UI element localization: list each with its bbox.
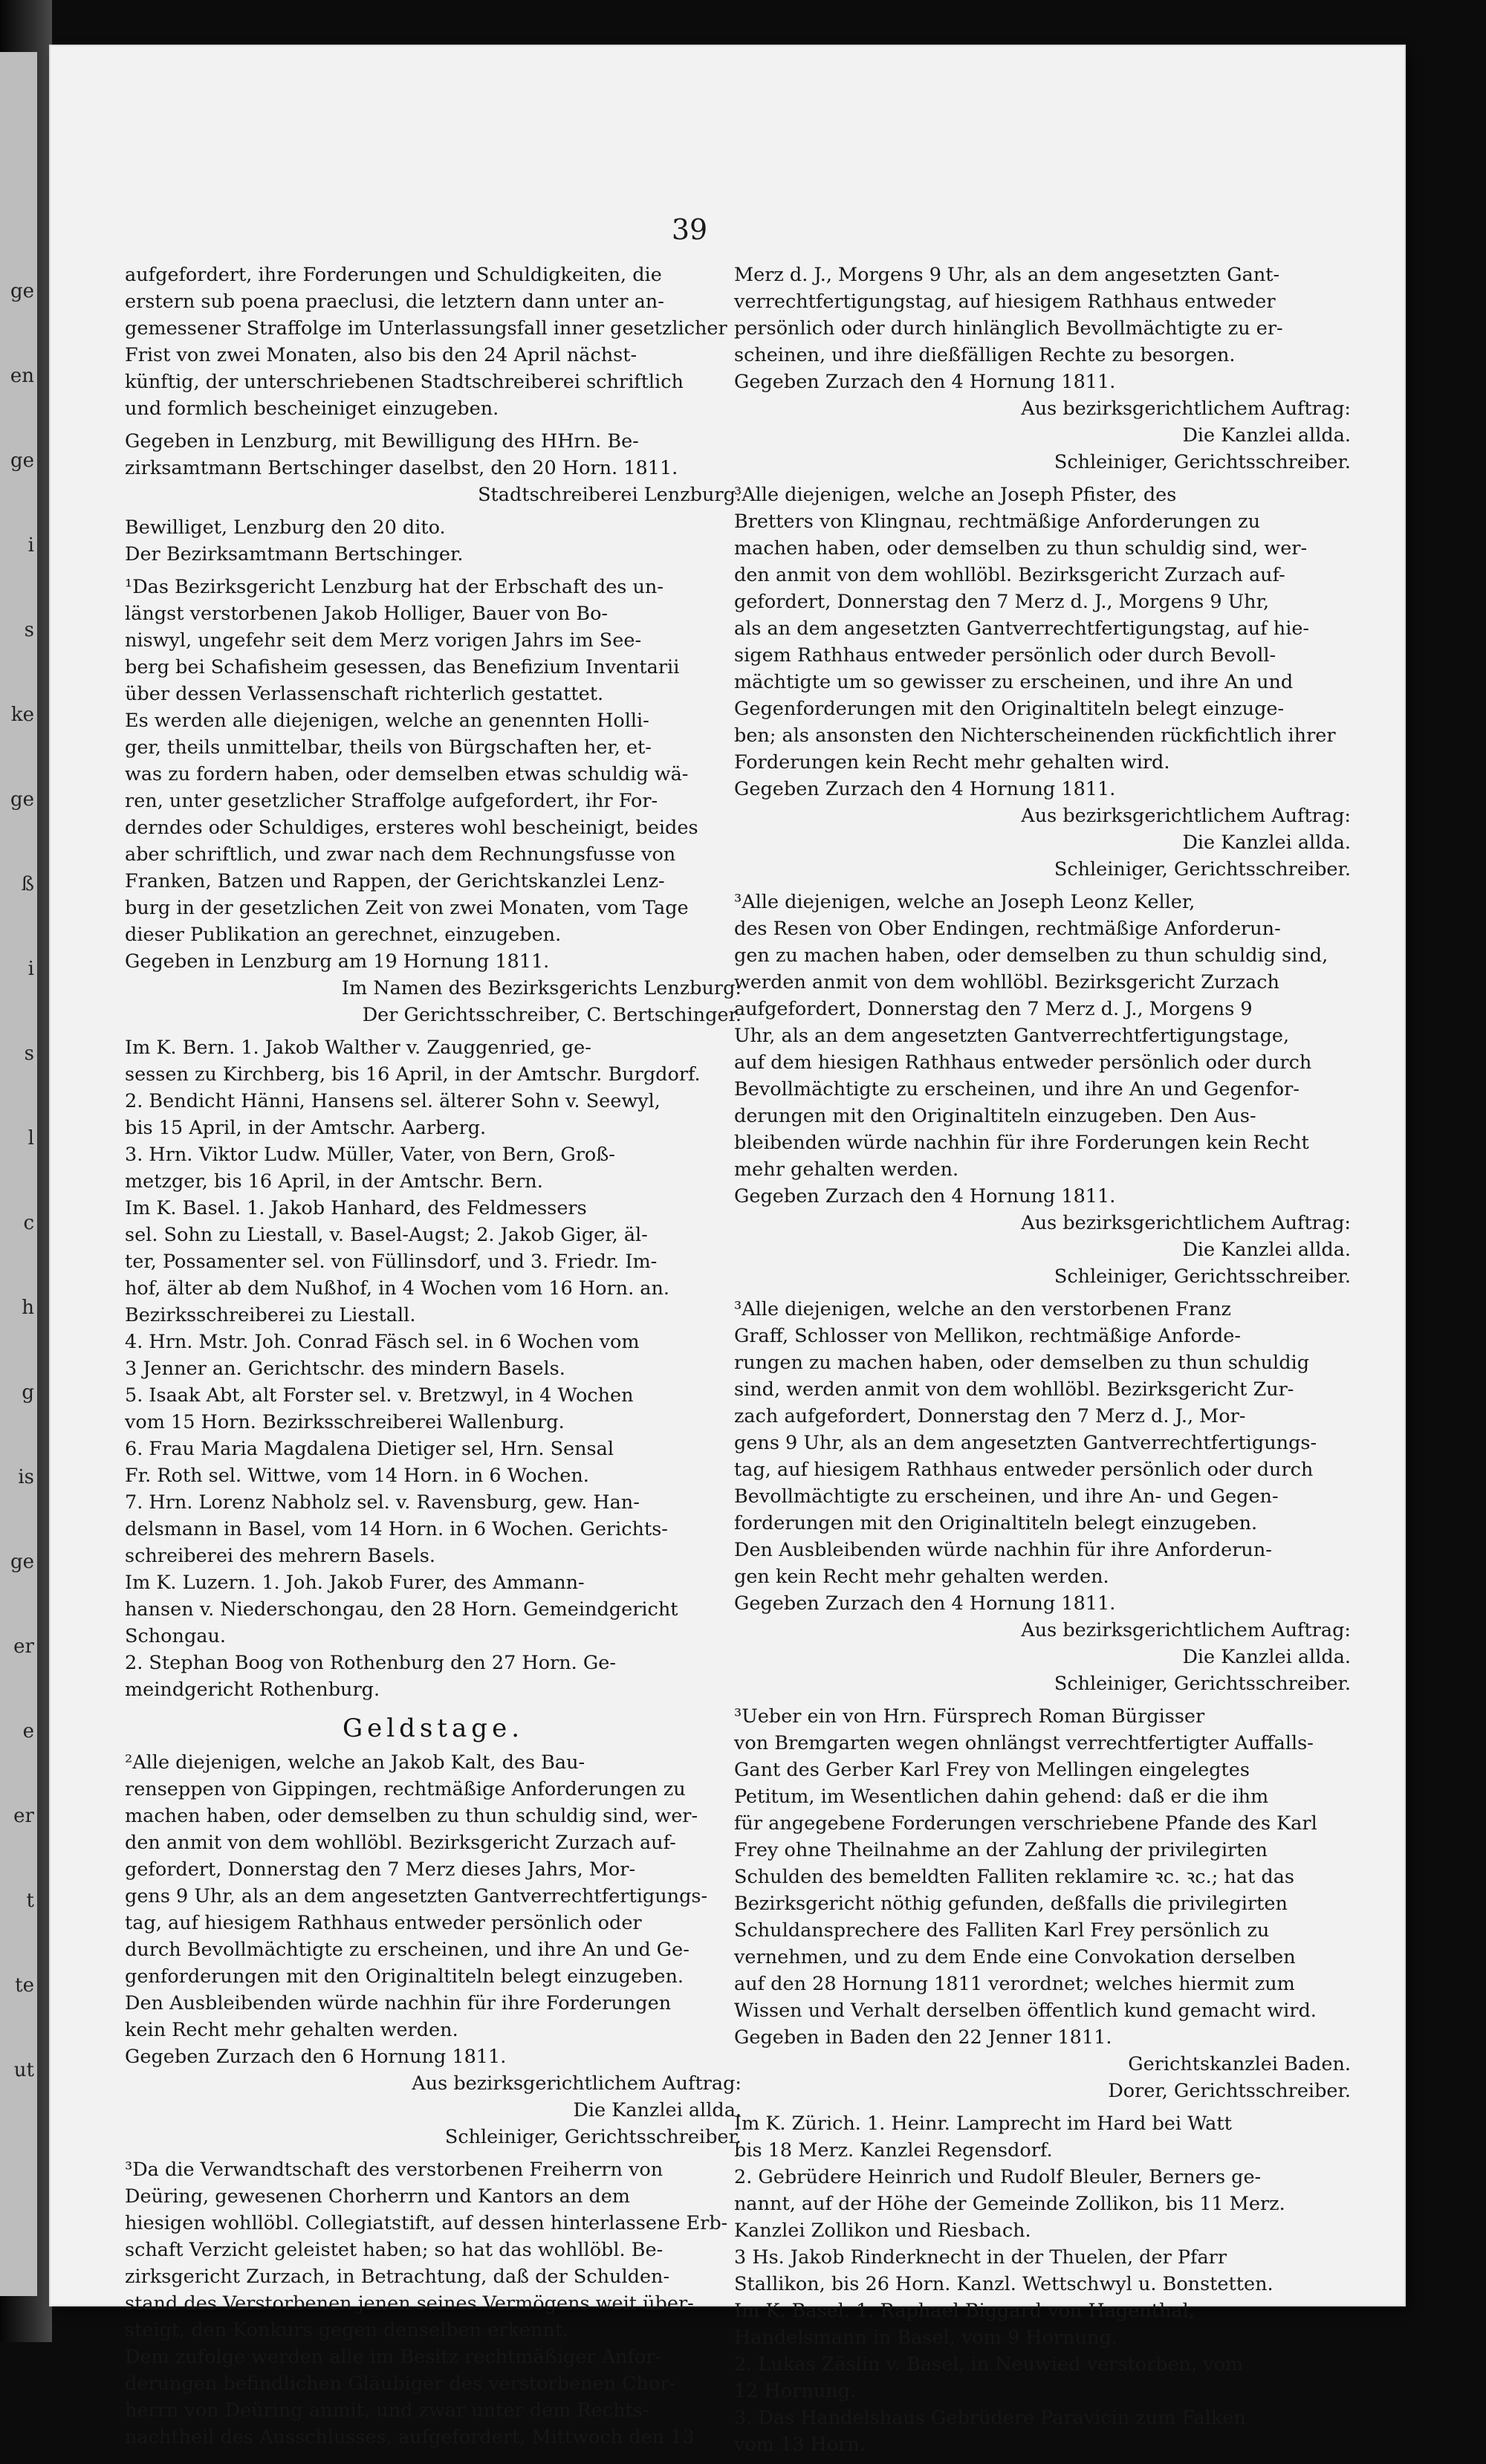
text-line: Bretters von Klingnau, rechtmäßige Anforderungen zu bbox=[734, 510, 1261, 533]
edge-fragment: i bbox=[27, 534, 34, 557]
text-line: Im K. Basel. 1. Jakob Hanhard, des Feldmessers bbox=[125, 1197, 587, 1219]
text-line: persönlich oder durch hinlänglich Bevollmächtigte zu er- bbox=[734, 317, 1283, 340]
text-line: Im K. Zürich. 1. Heinr. Lamprecht im Hard bei Watt bbox=[734, 2113, 1232, 2135]
text-line: derungen befindlichen Gläubiger des verstorbenen Chor- bbox=[125, 2373, 676, 2395]
text-line: schreiberei des mehrern Basels. bbox=[125, 1545, 435, 1567]
edge-fragment: ge bbox=[10, 450, 34, 472]
text-line: ²Alle diejenigen, welche an Jakob Kalt, des Bau- bbox=[125, 1751, 585, 1774]
edge-fragment: ut bbox=[13, 2059, 34, 2081]
text-line: dieser Publikation an gerechnet, einzugeben. bbox=[125, 924, 562, 946]
text-line: derungen mit den Originaltiteln einzugeben. Den Aus- bbox=[734, 1105, 1256, 1127]
edge-fragment: er bbox=[13, 1805, 34, 1827]
edge-fragment: ge bbox=[10, 788, 34, 811]
text-line: meindgericht Rothenburg. bbox=[125, 1679, 380, 1701]
section-heading: Geldstage. bbox=[343, 1714, 524, 1743]
text-line: 2. Lukas Zäslin v. Basel, in Neuwied verstorben, vom bbox=[734, 2353, 1244, 2376]
text-line: 2. Bendicht Hänni, Hansens sel. älterer Sohn v. Seewyl, bbox=[125, 1090, 661, 1112]
text-line: Bevollmächtigte zu erscheinen, und ihre An- und Gegen- bbox=[734, 1485, 1279, 1508]
signature-line: Im Namen des Bezirksgerichts Lenzburg: bbox=[341, 977, 742, 999]
edge-fragment: l bbox=[27, 1127, 34, 1150]
edge-fragment: ke bbox=[10, 704, 34, 726]
text-line: ³Alle diejenigen, welche an Joseph Leonz Keller, bbox=[734, 891, 1195, 913]
text-line: aufgefordert, Donnerstag den 7 Merz d. J., Morgens 9 bbox=[734, 998, 1253, 1020]
text-line: als an dem angesetzten Gantverrechtfertigungstag, auf hie- bbox=[734, 617, 1310, 640]
text-line: Bewilliget, Lenzburg den 20 dito. bbox=[125, 516, 446, 539]
text-line: Bezirksgericht nöthig gefunden, deßfalls die privilegirten bbox=[734, 1893, 1288, 1915]
text-line: vom 13 Horn. bbox=[734, 2434, 866, 2456]
text-line: Gegeben Zurzach den 6 Hornung 1811. bbox=[125, 2046, 507, 2068]
text-line: was zu fordern haben, oder demselben etwas schuldig wä- bbox=[125, 763, 689, 785]
text-line: Im K. Basel. 1. Raphael Biggard von Hagenthal, bbox=[734, 2300, 1195, 2322]
page-number: 39 bbox=[671, 213, 708, 246]
text-line: Handelsmann in Basel, vom 9 Hornung. bbox=[734, 2327, 1117, 2349]
signature-line: Aus bezirksgerichtlichem Auftrag: bbox=[1021, 1619, 1351, 1641]
text-line: Dem zufolge werden alle im Besitz rechtmäßiger Anfor- bbox=[125, 2346, 662, 2368]
text-line: schaft Verzicht geleistet haben; so hat das wohllöbl. Be- bbox=[125, 2239, 663, 2261]
text-line: 2. Stephan Boog von Rothenburg den 27 Horn. Ge- bbox=[125, 1652, 616, 1674]
text-line: des Resen von Ober Endingen, rechtmäßige Anforderun- bbox=[734, 918, 1281, 940]
text-line: aber schriftlich, und zwar nach dem Rechnungsfusse von bbox=[125, 843, 676, 866]
left-column bbox=[125, 262, 742, 2457]
text-line: forderungen mit den Originaltiteln belegt einzugeben. bbox=[734, 1512, 1258, 1534]
text-line: Der Bezirksamtmann Bertschinger. bbox=[125, 543, 464, 565]
text-line: 2. Gebrüdere Heinrich und Rudolf Bleuler, Berners ge- bbox=[734, 2166, 1262, 2188]
text-line: ter, Possamenter sel. von Füllinsdorf, und 3. Friedr. Im- bbox=[125, 1251, 658, 1273]
text-line: scheinen, und ihre dießfälligen Rechte zu besorgen. bbox=[734, 344, 1236, 366]
text-line: 4. Hrn. Mstr. Joh. Conrad Fäsch sel. in 6 Wochen vom bbox=[125, 1331, 640, 1353]
edge-fragment: ge bbox=[10, 280, 34, 302]
edge-fragment: en bbox=[10, 365, 34, 387]
text-line: von Bremgarten wegen ohnlängst verrechtfertigter Auffalls- bbox=[734, 1732, 1314, 1754]
text-line: gefordert, Donnerstag den 7 Merz d. J., Morgens 9 Uhr, bbox=[734, 591, 1270, 613]
text-line: auf den 28 Hornung 1811 verordnet; welches hiermit zum bbox=[734, 1973, 1295, 1995]
text-line: burg in der gesetzlichen Zeit von zwei Monaten, vom Tage bbox=[125, 897, 689, 919]
text-line: bis 18 Merz. Kanzlei Regensdorf. bbox=[734, 2139, 1053, 2162]
notice-entry bbox=[734, 2110, 1351, 2458]
edge-fragment: s bbox=[24, 1043, 34, 1065]
text-line: hiesigen wohllöbl. Collegiatstift, auf dessen hinterlassene Erb- bbox=[125, 2212, 728, 2234]
notice-entry bbox=[125, 428, 742, 508]
text-line: Im K. Bern. 1. Jakob Walther v. Zauggenried, ge- bbox=[125, 1037, 591, 1059]
text-line: gemessener Straffolge im Unterlassungsfall inner gesetzlicher bbox=[125, 317, 727, 340]
text-line: gefordert, Donnerstag den 7 Merz dieses Jahrs, Mor- bbox=[125, 1858, 636, 1881]
text-line: Gegeben Zurzach den 4 Hornung 1811. bbox=[734, 778, 1116, 800]
text-line: Franken, Batzen und Rappen, der Gerichtskanzlei Lenz- bbox=[125, 870, 665, 892]
text-line: niswyl, ungefehr seit dem Merz vorigen Jahrs im See- bbox=[125, 629, 642, 652]
edge-fragment: i bbox=[27, 958, 34, 980]
text-line: Petitum, im Wesentlichen dahin gehend: daß er die ihm bbox=[734, 1786, 1269, 1808]
text-line: tag, auf hiesigem Rathhaus entweder persönlich oder bbox=[125, 1912, 642, 1934]
edge-fragment: is bbox=[18, 1466, 34, 1488]
text-line: Gegeben in Lenzburg, mit Bewilligung des HHrn. Be- bbox=[125, 430, 639, 453]
text-line: sind, werden anmit von dem wohllöbl. Bezirksgericht Zur- bbox=[734, 1378, 1294, 1401]
text-line: zach aufgefordert, Donnerstag den 7 Merz d. J., Mor- bbox=[734, 1405, 1246, 1427]
signature-line: Die Kanzlei allda. bbox=[1182, 831, 1351, 854]
signature-line: Die Kanzlei allda. bbox=[1182, 424, 1351, 447]
text-line: ¹Das Bezirksgericht Lenzburg hat der Erbschaft des un- bbox=[125, 576, 663, 598]
edge-fragment: s bbox=[24, 619, 34, 641]
text-line: sel. Sohn zu Liestall, v. Basel-Augst; 2. Jakob Giger, äl- bbox=[125, 1224, 648, 1246]
notice-entry bbox=[125, 2156, 742, 2451]
notice-entry bbox=[734, 1703, 1351, 2104]
text-line: ³Ueber ein von Hrn. Fürsprech Roman Bürgisser bbox=[734, 1705, 1205, 1728]
notice-entry bbox=[734, 889, 1351, 1290]
edge-fragment: e bbox=[22, 1720, 34, 1742]
edge-fragment: ge bbox=[10, 1551, 34, 1573]
notice-entry bbox=[125, 1034, 742, 1703]
signature-line: Schleiniger, Gerichtsschreiber. bbox=[1054, 1265, 1351, 1288]
text-line: Den Ausbleibenden würde nachhin für ihre Forderungen bbox=[125, 1992, 672, 2014]
text-line: 3. Das Handelshaus Gebrüdere Paravicin zum Falken bbox=[734, 2407, 1246, 2429]
text-line: gen zu machen haben, oder demselben zu thun schuldig sind, bbox=[734, 944, 1328, 967]
text-line: renseppen von Gippingen, rechtmäßige Anforderungen zu bbox=[125, 1778, 686, 1800]
text-line: genforderungen mit den Originaltiteln belegt einzugeben. bbox=[125, 1965, 684, 1988]
text-line: Gant des Gerber Karl Frey von Mellingen eingelegtes bbox=[734, 1759, 1250, 1781]
text-line: sessen zu Kirchberg, bis 16 April, in der Amtschr. Burgdorf. bbox=[125, 1063, 701, 1086]
text-line: mächtigte um so gewisser zu erscheinen, und ihre An und bbox=[734, 671, 1294, 693]
edge-fragment: er bbox=[13, 1635, 34, 1658]
text-line: berg bei Schafisheim gesessen, das Benefizium Inventarii bbox=[125, 656, 680, 678]
text-line: Graff, Schlosser von Mellikon, rechtmäßige Anforde- bbox=[734, 1325, 1241, 1347]
previous-page-edge bbox=[0, 52, 37, 2296]
text-line: Frey ohne Theilnahme an der Zahlung der privilegirten bbox=[734, 1839, 1268, 1861]
text-line: Gegeben in Baden den 22 Jenner 1811. bbox=[734, 2026, 1112, 2049]
notice-entry bbox=[125, 262, 742, 422]
text-line: Frist von zwei Monaten, also bis den 24 April nächst- bbox=[125, 344, 637, 366]
text-line: Deüring, gewesenen Chorherrn und Kantors an dem bbox=[125, 2185, 630, 2208]
text-line: 7. Hrn. Lorenz Nabholz sel. v. Ravensburg, gew. Han- bbox=[125, 1491, 640, 1514]
text-line: Stallikon, bis 26 Horn. Kanzl. Wettschwyl u. Bonstetten. bbox=[734, 2273, 1274, 2295]
text-line: ³Alle diejenigen, welche an den verstorbenen Franz bbox=[734, 1298, 1231, 1320]
text-line: Forderungen kein Recht mehr gehalten wird. bbox=[734, 751, 1170, 774]
signature-line: Aus bezirksgerichtlichem Auftrag: bbox=[412, 2072, 742, 2095]
text-line: hof, älter ab dem Nußhof, in 4 Wochen vom 16 Horn. an. bbox=[125, 1277, 670, 1300]
notice-entry bbox=[734, 482, 1351, 883]
text-line: mehr gehalten werden. bbox=[734, 1158, 959, 1181]
text-line: künftig, der unterschriebenen Stadtschreiberei schriftlich bbox=[125, 371, 684, 393]
notice-entry bbox=[734, 1296, 1351, 1697]
text-line: hansen v. Niederschongau, den 28 Horn. Gemeindgericht bbox=[125, 1598, 678, 1621]
text-line: zirksgericht Zurzach, in Betrachtung, daß der Schulden- bbox=[125, 2266, 670, 2288]
text-line: 12 Hornung. bbox=[734, 2380, 857, 2402]
text-line: Fr. Roth sel. Wittwe, vom 14 Horn. in 6 Wochen. bbox=[125, 1465, 589, 1487]
signature-line: Aus bezirksgerichtlichem Auftrag: bbox=[1021, 398, 1351, 420]
text-line: auf dem hiesigen Rathhaus entweder persönlich oder durch bbox=[734, 1051, 1312, 1074]
text-line: den anmit von dem wohllöbl. Bezirksgericht Zurzach auf- bbox=[734, 564, 1285, 586]
text-line: bleibenden würde nachhin für ihre Forderungen kein Recht bbox=[734, 1132, 1309, 1154]
signature-line: Gerichtskanzlei Baden. bbox=[1128, 2053, 1351, 2075]
text-line: vernehmen, und zu dem Ende eine Convokation derselben bbox=[734, 1946, 1296, 1968]
text-line: erstern sub poena praeclusi, die letztern dann unter an- bbox=[125, 291, 664, 313]
text-line: Bevollmächtigte zu erscheinen, und ihre An und Gegenfor- bbox=[734, 1078, 1300, 1100]
text-line: ren, unter gesetzlicher Straffolge aufgefordert, ihr For- bbox=[125, 790, 658, 812]
text-line: Gegeben Zurzach den 4 Hornung 1811. bbox=[734, 371, 1116, 393]
text-line: steigt, den Konkurs gegen denselben erkennt. bbox=[125, 2319, 569, 2341]
text-line: durch Bevollmächtigte zu erscheinen, und ihre An und Ge- bbox=[125, 1939, 690, 1961]
signature-line: Schleiniger, Gerichtsschreiber. bbox=[1054, 1673, 1351, 1695]
text-line: verrechtfertigungstag, auf hiesigem Rathhaus entweder bbox=[734, 291, 1276, 313]
signature-line: Die Kanzlei allda. bbox=[573, 2099, 742, 2121]
text-line: Wissen und Verhalt derselben öffentlich kund gemacht wird. bbox=[734, 2000, 1317, 2022]
text-line: machen haben, oder demselben zu thun schuldig sind, wer- bbox=[125, 1805, 698, 1827]
text-line: aufgefordert, ihre Forderungen und Schuldigkeiten, die bbox=[125, 264, 662, 286]
text-line: Schongau. bbox=[125, 1625, 227, 1647]
text-line: den anmit von dem wohllöbl. Bezirksgericht Zurzach auf- bbox=[125, 1832, 676, 1854]
signature-line: Die Kanzlei allda. bbox=[1182, 1239, 1351, 1261]
text-line: vom 15 Horn. Bezirksschreiberei Wallenburg. bbox=[125, 1411, 565, 1433]
text-line: ben; als ansonsten den Nichterscheinenden rückfichtlich ihrer bbox=[734, 724, 1336, 747]
signature-line: Schleiniger, Gerichtsschreiber. bbox=[444, 2126, 742, 2148]
text-line: 3 Jenner an. Gerichtschr. des mindern Basels. bbox=[125, 1358, 565, 1380]
text-line: rungen zu machen haben, oder demselben zu thun schuldig bbox=[734, 1352, 1310, 1374]
signature-line: Schleiniger, Gerichtsschreiber. bbox=[1054, 858, 1351, 881]
text-line: herrn von Deüring anmit, und zwar unter dem Rechts- bbox=[125, 2399, 649, 2422]
text-line: Gegeben Zurzach den 4 Hornung 1811. bbox=[734, 1185, 1116, 1207]
text-line: stand des Verstorbenen jenen seines Vermögens weit über- bbox=[125, 2292, 694, 2315]
edge-fragment: t bbox=[26, 1890, 34, 1912]
left-entries-after bbox=[125, 1749, 742, 2451]
text-line: Gegenforderungen mit den Originaltiteln belegt einzuge- bbox=[734, 698, 1285, 720]
text-line: nannt, auf der Höhe der Gemeinde Zollikon, bis 11 Merz. bbox=[734, 2193, 1285, 2215]
text-line: nachtheil des Ausschlusses, aufgefordert, Mittwoch den 13 bbox=[125, 2426, 695, 2448]
edge-fragment: h bbox=[22, 1297, 34, 1319]
text-line: metzger, bis 16 April, in der Amtschr. Bern. bbox=[125, 1170, 543, 1193]
text-line: 3. Hrn. Viktor Ludw. Müller, Vater, von Bern, Groß- bbox=[125, 1144, 615, 1166]
signature-line: Der Gerichtsschreiber, C. Bertschinger. bbox=[362, 1004, 742, 1026]
text-line: und formlich bescheiniget einzugeben. bbox=[125, 398, 499, 420]
edge-fragment: ß bbox=[21, 873, 34, 895]
right-column bbox=[734, 262, 1351, 2464]
text-line: delsmann in Basel, vom 14 Horn. in 6 Wochen. Gerichts- bbox=[125, 1518, 668, 1540]
text-line: gens 9 Uhr, als an dem angesetzten Gantverrechtfertigungs- bbox=[734, 1432, 1317, 1454]
text-line: tag, auf hiesigem Rathhaus entweder persönlich oder durch bbox=[734, 1459, 1314, 1481]
signature-line: Die Kanzlei allda. bbox=[1182, 1646, 1351, 1668]
text-line: längst verstorbenen Jakob Holliger, Bauer von Bo- bbox=[125, 603, 609, 625]
right-entries bbox=[734, 262, 1351, 2458]
text-line: Gegeben Zurzach den 4 Hornung 1811. bbox=[734, 1592, 1116, 1615]
text-line: Bezirksschreiberei zu Liestall. bbox=[125, 1304, 416, 1326]
text-line: gen kein Recht mehr gehalten werden. bbox=[734, 1566, 1109, 1588]
text-line: werden anmit von dem wohllöbl. Bezirksgericht Zurzach bbox=[734, 971, 1279, 993]
signature-line: Stadtschreiberei Lenzburg. bbox=[478, 484, 742, 506]
text-line: machen haben, oder demselben zu thun schuldig sind, wer- bbox=[734, 537, 1308, 560]
text-line: Merz d. J., Morgens 9 Uhr, als an dem angesetzten Gant- bbox=[734, 264, 1280, 286]
text-line: für angegebene Forderungen verschriebene Pfande des Karl bbox=[734, 1812, 1317, 1835]
edge-fragment: g bbox=[22, 1381, 34, 1404]
text-line: Im K. Luzern. 1. Joh. Jakob Furer, des Ammann- bbox=[125, 1572, 585, 1594]
edge-fragment: te bbox=[15, 1974, 34, 1997]
text-line: 3 Hs. Jakob Rinderknecht in der Thuelen, der Pfarr bbox=[734, 2246, 1227, 2269]
text-line: über dessen Verlassenschaft richterlich gestattet. bbox=[125, 683, 604, 705]
text-line: bis 15 April, in der Amtschr. Aarberg. bbox=[125, 1117, 487, 1139]
text-line: Schulden des bemeldten Falliten reklamire ꝛc. ꝛc.; hat das bbox=[734, 1866, 1294, 1888]
text-line: gens 9 Uhr, als an dem angesetzten Gantverrechtfertigungs- bbox=[125, 1885, 708, 1907]
text-line: Gegeben in Lenzburg am 19 Hornung 1811. bbox=[125, 950, 550, 973]
signature-line: Aus bezirksgerichtlichem Auftrag: bbox=[1021, 805, 1351, 827]
text-line: 6. Frau Maria Magdalena Dietiger sel, Hrn. Sensal bbox=[125, 1438, 614, 1460]
left-entries bbox=[125, 262, 742, 1703]
notice-entry bbox=[734, 262, 1351, 476]
text-line: kein Recht mehr gehalten werden. bbox=[125, 2019, 458, 2041]
text-line: Schuldansprechere des Falliten Karl Frey persönlich zu bbox=[734, 1919, 1270, 1942]
text-line: Es werden alle diejenigen, welche an genennten Holli- bbox=[125, 710, 649, 732]
text-line: Den Ausbleibenden würde nachhin für ihre Anforderun- bbox=[734, 1539, 1272, 1561]
text-line: ³Alle diejenigen, welche an Joseph Pfister, des bbox=[734, 484, 1177, 506]
signature-line: Schleiniger, Gerichtsschreiber. bbox=[1054, 451, 1351, 473]
text-line: 5. Isaak Abt, alt Forster sel. v. Bretzwyl, in 4 Wochen bbox=[125, 1384, 634, 1407]
edge-fragment: c bbox=[23, 1212, 34, 1234]
newspaper-page bbox=[51, 46, 1404, 2456]
text-line: derndes oder Schuldiges, ersteres wohl bescheinigt, beides bbox=[125, 817, 698, 839]
text-line: sigem Rathhaus entweder persönlich oder durch Bevoll- bbox=[734, 644, 1276, 667]
notice-entry bbox=[125, 514, 742, 568]
notice-entry bbox=[125, 574, 742, 1028]
text-line: ³Da die Verwandtschaft des verstorbenen Freiherrn von bbox=[125, 2159, 663, 2181]
notice-entry bbox=[125, 1749, 742, 2150]
signature-line: Aus bezirksgerichtlichem Auftrag: bbox=[1021, 1212, 1351, 1234]
text-line: Kanzlei Zollikon und Riesbach. bbox=[734, 2220, 1031, 2242]
signature-line: Dorer, Gerichtsschreiber. bbox=[1108, 2080, 1351, 2102]
text-line: ger, theils unmittelbar, theils von Bürgschaften her, et- bbox=[125, 736, 652, 759]
text-line: zirksamtmann Bertschinger daselbst, den 20 Horn. 1811. bbox=[125, 457, 678, 479]
text-line: Uhr, als an dem angesetzten Gantverrechtfertigungstage, bbox=[734, 1025, 1290, 1047]
